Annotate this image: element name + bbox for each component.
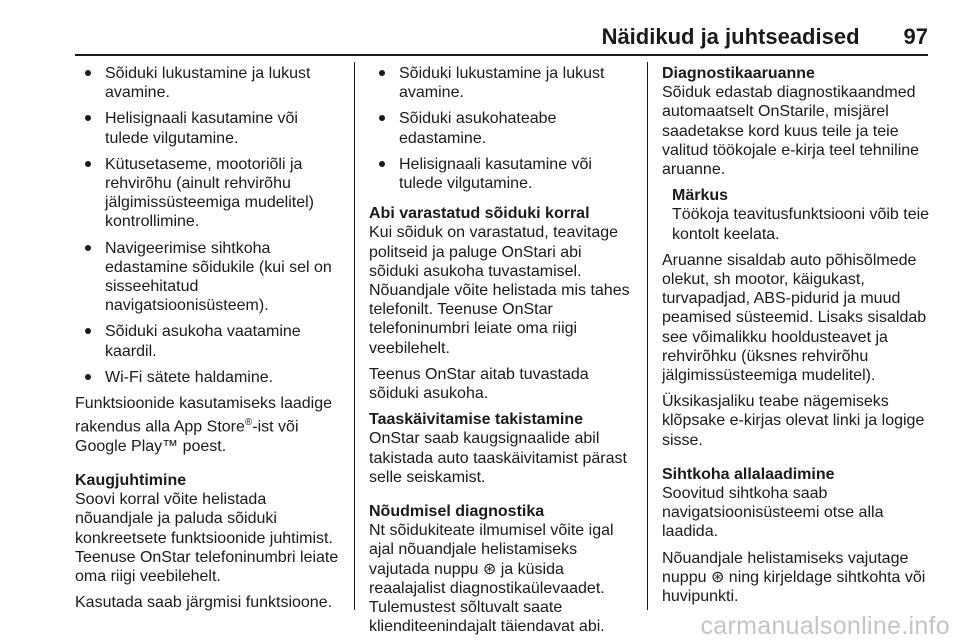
list-item: Sõiduki asukoha vaatamine kaardil. (75, 322, 343, 360)
report-paragraph: Sõiduk edastab diagnostikaandmed automaatselt OnStarile, misjärel saadetakse kord kuus teile ja teie valitud töökojale e-kirja teel tehniline aruanne. (662, 84, 920, 179)
restart-heading: Taaskäivitamise takistamine (369, 411, 584, 429)
page-header (0, 24, 928, 50)
list-item: Helisignaali kasutamine või tulede vilgutamine. (369, 155, 634, 193)
watermark-link[interactable]: carmanualsonline.info (700, 612, 950, 640)
list-item: Helisignaali kasutamine või tulede vilgutamine. (75, 109, 343, 147)
diagnostics-heading: Nõudmisel diagnostika (369, 503, 545, 521)
list-item: Navigeerimise sihtkoha edastamine sõidukile (kui sel on sisseehitatud navigatsioonisüsteem). (75, 239, 343, 316)
feature-list (75, 64, 343, 387)
column-2 (369, 64, 634, 643)
page-number: 97 (903, 24, 928, 49)
note-box (662, 186, 930, 244)
page-title: Näidikud ja juhtseadised (601, 24, 860, 49)
destination-paragraph: Soovitud sihtkoha saab navigatsioonisüsteemi otse alla laadida. (662, 485, 884, 541)
report-link-paragraph: Üksikasjaliku teabe nägemiseks klõpsake e-kirjas olevat linki ja logige sisse. (662, 393, 925, 449)
note-text: Töökoja teavitusfunktsiooni võib teie kontolt keelata. (672, 206, 930, 243)
list-item: Wi-Fi sätete haldamine. (75, 368, 343, 387)
list-item: Sõiduki lukustamine ja lukust avamine. (369, 64, 634, 102)
onstar-button-icon: ⊛ (482, 560, 497, 578)
remote-paragraph: Soovi korral võite helistada nõuandjale ja paluda sõiduki konkreetsete funktsioonide juhtimist. Teenuse OnStar telefoninumbri leiate oma riigi veebilehelt. (75, 491, 339, 585)
app-download-paragraph: Funktsioonide kasutamiseks laadige rakendus alla App Store®-ist või Google Play™ poest. (75, 395, 333, 455)
list-item: Sõiduki lukustamine ja lukust avamine. (75, 64, 343, 102)
note-title: Märkus (672, 187, 729, 205)
remote-functions-list (369, 64, 634, 193)
remote-functions-paragraph: Kasutada saab järgmisi funktsioone. (75, 594, 333, 612)
column-3 (662, 64, 930, 613)
stolen-paragraph-2: Teenus OnStar aitab tuvastada sõiduki asukoha. (369, 365, 589, 403)
destination-heading: Sihtkoha allalaadimine (662, 465, 835, 483)
stolen-heading: Abi varastatud sõiduki korral (369, 205, 590, 223)
column-divider-1 (354, 62, 355, 610)
report-contents-paragraph: Aruanne sisaldab auto põhisõlmede olekut, sh mootor, käigukast, turvapadjad, ABS-pidurid ja muud peamised süsteemid. Lisaks sisaldab see võimalikku hooldusteavet ja rehvirõhku (üksnes rehvirõhu jälgimissüsteemiga mudelitel). (662, 251, 927, 385)
column-1 (75, 64, 343, 619)
diagnostics-paragraph: Nt sõidukiteate ilmumisel võite igal ajal nõuandjale helistamiseks vajutada nuppu ⊛ ja küsida reaalajalist diagnostikaülevaadet. Tulemustest sõltuvalt saate klienditeenindajalt täiendavat abi. (369, 522, 614, 636)
onstar-button-icon: ⊛ (710, 568, 725, 586)
restart-paragraph: OnStar saab kaugsignaalide abil takistada auto taaskäivitamist pärast selle seiskamist. (369, 430, 627, 486)
destination-call-paragraph: Nõuandjale helistamiseks vajutage nuppu ⊛ ning kirjeldage sihtkohta või huvipunkti. (662, 549, 926, 606)
stolen-paragraph: Kui sõiduk on varastatud, teavitage politseid ja paluge OnStari abi sõiduki asukoha tuvastamisel. Nõuandjale võite helistada mis tahes telefonilt. Teenuse OnStar telefoninumbri leiate oma riigi veebilehelt. (369, 224, 630, 357)
header-rule (75, 54, 928, 56)
report-heading: Diagnostikaaruanne (662, 65, 815, 82)
column-divider-2 (647, 62, 648, 610)
list-item: Kütusetaseme, mootoriõli ja rehvirõhu (ainult rehvirõhu jälgimissüsteemiga mudelitel) kontrollimine. (75, 155, 343, 232)
list-item: Sõiduki asukohateabe edastamine. (369, 109, 634, 147)
remote-heading: Kaugjuhtimine (75, 471, 187, 489)
